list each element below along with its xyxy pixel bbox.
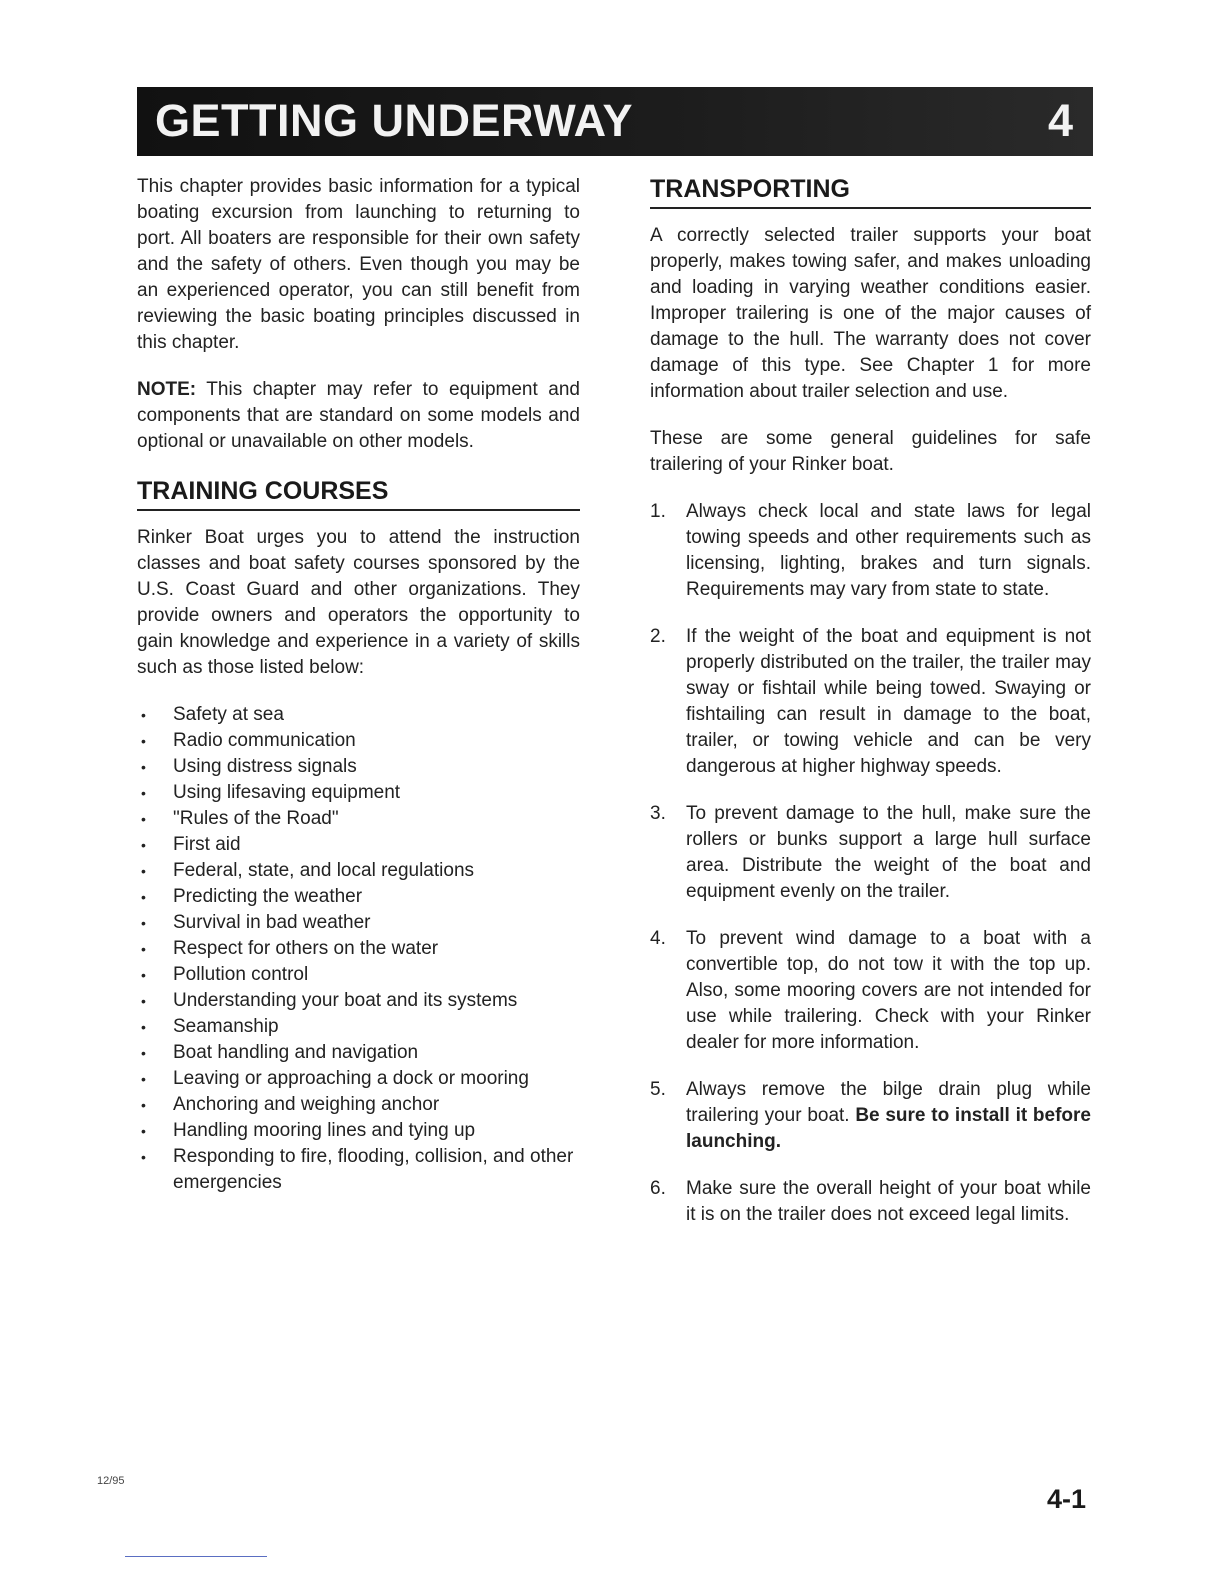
list-item-text: Responding to fire, flooding, collision, and other emergencies	[173, 1146, 574, 1193]
list-item-text: First aid	[173, 834, 241, 855]
list-item-text: Seamanship	[173, 1016, 279, 1037]
step-number: 4.	[650, 928, 666, 949]
note-text: This chapter may refer to equipment and components that are standard on some models and optional or unavailable on other models.	[137, 379, 580, 452]
list-item-text: Federal, state, and local regulations	[173, 860, 475, 881]
list-item	[137, 1092, 580, 1118]
list-item-text: Radio communication	[173, 730, 356, 751]
list-item-text: Using distress signals	[173, 756, 357, 777]
intro-paragraph: This chapter provides basic information for a typical boating excursion from launching to returning to port. All boaters are responsible for their own safety and the safety of others. Even though you may be an experienced operator, you can still benefit from reviewing the basic boating principles discussed in this chapter.	[137, 176, 580, 353]
list-item-text: Understanding your boat and its systems	[173, 990, 518, 1011]
divider-line	[125, 1556, 267, 1557]
list-item-text: Survival in bad weather	[173, 912, 371, 933]
bullet-icon: •	[141, 889, 146, 905]
list-item	[650, 801, 1091, 905]
bullet-icon: •	[141, 733, 146, 749]
chapter-title: GETTING UNDERWAY	[155, 95, 634, 146]
list-item	[137, 702, 580, 728]
list-item	[137, 884, 580, 910]
bullet-icon: •	[141, 863, 146, 879]
right-column	[650, 174, 1091, 1249]
list-item	[137, 832, 580, 858]
list-item	[137, 780, 580, 806]
bullet-icon: •	[141, 707, 146, 723]
trailering-guidelines-list	[650, 499, 1091, 1228]
left-column	[137, 174, 580, 1196]
step-emphasis: Be sure to install it before launching.	[686, 1105, 1091, 1152]
list-item-text: Anchoring and weighing anchor	[173, 1094, 440, 1115]
chapter-number: 4	[1047, 95, 1073, 146]
bullet-icon: •	[141, 967, 146, 983]
list-item	[137, 754, 580, 780]
step-text: To prevent wind damage to a boat with a convertible top, do not tow it with the top up. Also, some mooring covers are not intended for use while trailering. Check with your Rinker dealer for more information.	[686, 928, 1091, 1053]
list-item-text: Handling mooring lines and tying up	[173, 1120, 476, 1141]
training-paragraph: Rinker Boat urges you to attend the instruction classes and boat safety courses sponsored by the U.S. Coast Guard and other organizations. They provide owners and operators the opportunity to gain knowledge and experience in a variety of skills such as those listed below:	[137, 527, 580, 678]
bullet-icon: •	[141, 993, 146, 1009]
step-text: Always remove the bilge drain plug while trailering your boat.	[686, 1079, 1091, 1126]
training-courses-heading: TRAINING COURSES	[137, 476, 580, 511]
training-topics-list	[137, 702, 580, 1196]
list-item-text: Respect for others on the water	[173, 938, 439, 959]
list-item	[137, 988, 580, 1014]
transporting-heading: TRANSPORTING	[650, 174, 1091, 209]
step-text: To prevent damage to the hull, make sure the rollers or bunks support a large hull surface area. Distribute the weight of the boat and equipment evenly on the trailer.	[686, 803, 1091, 902]
list-item	[137, 1066, 580, 1092]
guidelines-intro: These are some general guidelines for safe trailering of your Rinker boat.	[650, 428, 1091, 475]
step-text: Always check local and state laws for legal towing speeds and other requirements such as licensing, lighting, brakes and turn signals. Requirements may vary from state to state.	[686, 501, 1091, 600]
list-item	[650, 624, 1091, 780]
list-item	[137, 936, 580, 962]
step-text: Make sure the overall height of your boat while it is on the trailer does not exceed legal limits.	[686, 1178, 1091, 1225]
list-item-text: Pollution control	[173, 964, 309, 985]
bullet-icon: •	[141, 1149, 146, 1165]
list-item	[137, 806, 580, 832]
list-item-text: Predicting the weather	[173, 886, 363, 907]
bullet-icon: •	[141, 1045, 146, 1061]
step-number: 5.	[650, 1079, 666, 1100]
revision-date: 12/95	[97, 1475, 125, 1487]
page-number: 4-1	[1047, 1484, 1087, 1514]
bullet-icon: •	[141, 1097, 146, 1113]
list-item	[137, 728, 580, 754]
list-item	[650, 1077, 1091, 1155]
list-item-text: Using lifesaving equipment	[173, 782, 401, 803]
bullet-icon: •	[141, 1019, 146, 1035]
list-item-text: Boat handling and navigation	[173, 1042, 419, 1063]
list-item	[650, 499, 1091, 603]
list-item	[137, 1014, 580, 1040]
bullet-icon: •	[141, 837, 146, 853]
list-item-text: Safety at sea	[173, 704, 284, 725]
bullet-icon: •	[141, 941, 146, 957]
step-text: If the weight of the boat and equipment is not properly distributed on the trailer, the trailer may sway or fishtail while being towed. Swaying or fishtailing can result in damage to the boat, trailer, or towing vehicle and can be very dangerous at higher highway speeds.	[686, 626, 1091, 777]
list-item	[137, 1118, 580, 1144]
note-label: NOTE:	[137, 379, 197, 400]
step-number: 2.	[650, 626, 666, 647]
list-item	[650, 1176, 1091, 1228]
list-item-text: Leaving or approaching a dock or mooring	[173, 1068, 529, 1089]
list-item	[137, 962, 580, 988]
step-number: 1.	[650, 501, 666, 522]
step-number: 3.	[650, 803, 666, 824]
bullet-icon: •	[141, 1071, 146, 1087]
bullet-icon: •	[141, 759, 146, 775]
bullet-icon: •	[141, 915, 146, 931]
list-item-text: "Rules of the Road"	[173, 808, 339, 829]
bullet-icon: •	[141, 1123, 146, 1139]
transporting-paragraph: A correctly selected trailer supports your boat properly, makes towing safer, and makes unloading and loading in varying weather conditions easier. Improper trailering is one of the major causes of damage to the hull. The warranty does not cover damage of this type. See Chapter 1 for more information about trailer selection and use.	[650, 225, 1091, 402]
list-item	[137, 858, 580, 884]
step-number: 6.	[650, 1178, 666, 1199]
list-item	[650, 926, 1091, 1056]
bullet-icon: •	[141, 811, 146, 827]
list-item	[137, 1040, 580, 1066]
bullet-icon: •	[141, 785, 146, 801]
list-item	[137, 1144, 580, 1196]
note-paragraph	[137, 377, 580, 455]
chapter-header-bar	[137, 87, 1093, 156]
list-item	[137, 910, 580, 936]
